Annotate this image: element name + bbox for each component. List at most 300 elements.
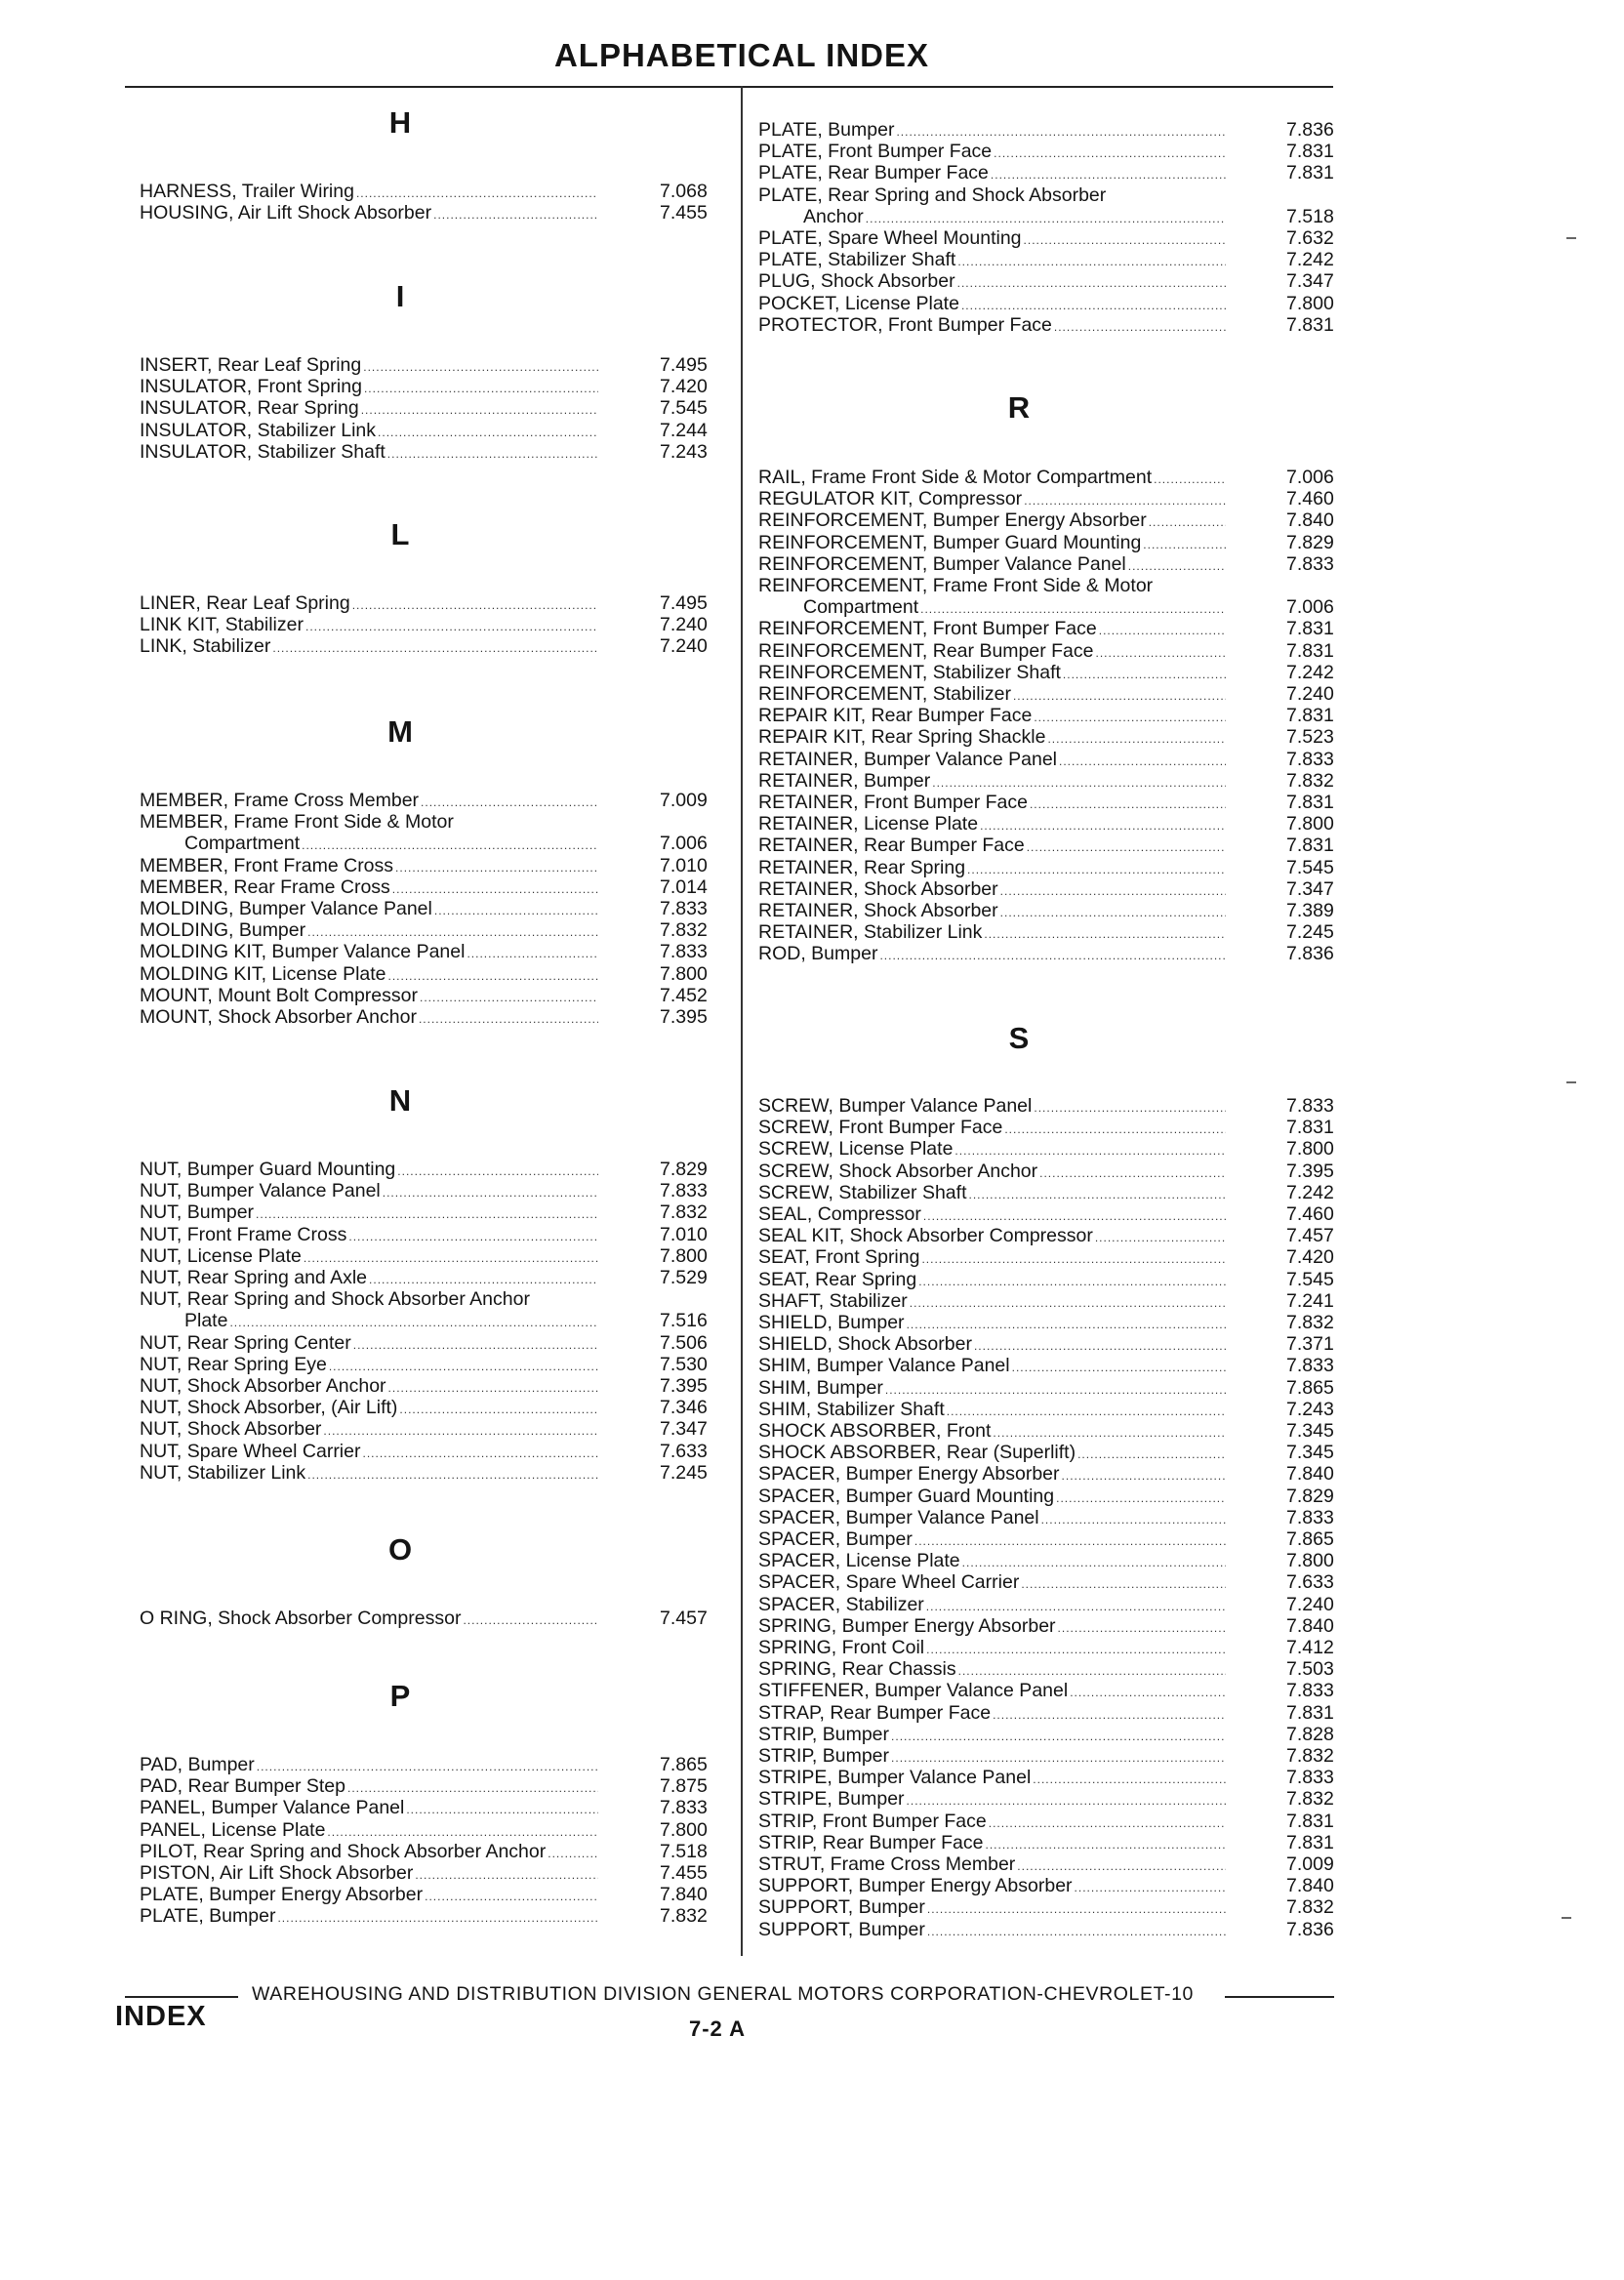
entry-page-ref: 7.010: [660, 1223, 708, 1245]
entry-page-ref: 7.347: [1286, 270, 1334, 293]
index-entry: [758, 835, 1230, 858]
entry-text: INSULATOR, Rear Spring: [140, 397, 359, 420]
dot-leader: [392, 878, 598, 900]
dot-leader: [323, 1420, 598, 1442]
entry-text: REINFORCEMENT, Bumper Energy Absorber: [758, 509, 1147, 532]
entry-text: INSULATOR, Stabilizer Link: [140, 419, 377, 441]
entry-page-ref: 7.840: [1286, 509, 1334, 532]
entry-text: POCKET, License Plate: [758, 292, 959, 314]
entry-page-ref: 7.545: [1286, 1268, 1334, 1290]
section-label: INDEX: [115, 2001, 207, 2032]
entry-page-ref: 7.457: [660, 1608, 708, 1629]
entry-text: PLATE, Bumper: [140, 1905, 276, 1928]
entry-text: PLATE, Front Bumper Face: [758, 141, 993, 163]
entry-text: LINK, Stabilizer: [140, 635, 271, 658]
index-entry: [140, 1267, 602, 1290]
entry-page-ref: 7.865: [1286, 1528, 1334, 1550]
entry-text: RAIL, Frame Front Side & Motor Compartment: [758, 467, 1153, 488]
index-entry: [140, 1754, 602, 1777]
entry-text: PROTECTOR, Front Bumper Face: [758, 313, 1052, 336]
entry-text: SHIM, Bumper: [758, 1376, 883, 1399]
entry-page-ref: 7.420: [1286, 1246, 1334, 1269]
index-entry: [758, 1788, 1230, 1812]
index-entry: [140, 1006, 602, 1030]
dot-leader: [1063, 664, 1226, 685]
entry-page-ref: 7.831: [1286, 639, 1334, 662]
dot-leader: [1017, 1855, 1226, 1877]
entry-text: REINFORCEMENT, Bumper Guard Mounting: [758, 531, 1142, 553]
entry-text: SHIELD, Shock Absorber: [758, 1333, 972, 1356]
index-entry: [140, 592, 602, 616]
index-entry: [758, 1463, 1230, 1486]
index-entry: REINFORCEMENT, Frame Front Side & Motor: [758, 575, 1154, 596]
index-entry: [803, 596, 1230, 620]
index-entry: [140, 876, 602, 900]
entry-page-ref: 7.240: [1286, 683, 1334, 705]
entry-text: SPACER, Bumper Energy Absorber: [758, 1463, 1060, 1486]
entry-page-ref: 7.800: [660, 1818, 708, 1841]
index-entry: [140, 1441, 602, 1464]
entry-text: NUT, Stabilizer Link: [140, 1461, 306, 1484]
entry-text: SPACER, Bumper Guard Mounting: [758, 1485, 1055, 1507]
dot-leader: [1041, 1509, 1226, 1530]
entry-text: REINFORCEMENT, Rear Bumper Face: [758, 639, 1094, 662]
dot-leader: [984, 923, 1226, 945]
dot-leader: [927, 1921, 1226, 1942]
entry-text: SUPPORT, Bumper Energy Absorber: [758, 1875, 1073, 1897]
entry-page-ref: 7.840: [1286, 1875, 1334, 1897]
index-entry: [758, 227, 1230, 251]
entry-text: RETAINER, Bumper: [758, 769, 931, 792]
entry-page-ref: 7.530: [660, 1353, 708, 1375]
index-entry: [140, 1884, 602, 1907]
entry-page-ref: 7.832: [1286, 1312, 1334, 1333]
entry-text: PAD, Rear Bumper Step: [140, 1775, 345, 1798]
index-entry: [758, 1203, 1230, 1227]
entry-page-ref: 7.833: [660, 1180, 708, 1202]
entry-text: PLATE, Bumper Energy Absorber: [140, 1884, 424, 1906]
entry-page-ref: 7.831: [1286, 618, 1334, 640]
entry-text: MOLDING, Bumper Valance Panel: [140, 898, 432, 919]
entry-page-ref: 7.457: [1286, 1225, 1334, 1247]
entry-text: STIFFENER, Bumper Valance Panel: [758, 1680, 1069, 1702]
index-entry: [758, 249, 1230, 272]
entry-text: SEAL KIT, Shock Absorber Compressor: [758, 1225, 1093, 1247]
dot-leader: [921, 1248, 1226, 1270]
index-entry: [758, 1312, 1230, 1335]
entry-text: SEAL, Compressor: [758, 1203, 921, 1225]
entry-page-ref: 7.828: [1286, 1723, 1334, 1745]
entry-page-ref: 7.545: [1286, 856, 1334, 878]
index-entry: [758, 119, 1230, 142]
dot-leader: [1077, 1444, 1226, 1465]
index-entry: [758, 1571, 1230, 1595]
entry-page-ref: 7.833: [660, 941, 708, 963]
entry-text: SHIELD, Bumper: [758, 1312, 905, 1333]
entry-page-ref: 7.832: [1286, 1788, 1334, 1811]
dot-leader: [347, 1777, 598, 1799]
index-entry: [758, 640, 1230, 664]
index-entry: [140, 397, 602, 421]
section-letter: R: [1007, 390, 1031, 425]
entry-text: STRIPE, Bumper: [758, 1788, 905, 1811]
index-entry: [758, 532, 1230, 555]
entry-text: STRIP, Bumper: [758, 1723, 890, 1745]
index-entry: [140, 1245, 602, 1269]
entry-text: SPACER, License Plate: [758, 1550, 960, 1572]
entry-page-ref: 7.833: [660, 1797, 708, 1819]
index-entry: [140, 919, 602, 943]
entry-page-ref: 7.345: [1286, 1442, 1334, 1464]
index-entry: [758, 1658, 1230, 1682]
entry-page-ref: 7.831: [1286, 1810, 1334, 1832]
entry-text: Anchor: [803, 205, 864, 227]
index-entry: [140, 420, 602, 443]
entry-page-ref: 7.452: [660, 984, 708, 1006]
index-entry: [758, 314, 1230, 338]
entry-page-ref: 7.833: [1286, 1095, 1334, 1117]
dot-leader: [1058, 1617, 1226, 1639]
entry-page-ref: 7.800: [1286, 813, 1334, 835]
entry-page-ref: 7.495: [660, 592, 708, 614]
entry-page-ref: 7.833: [1286, 1355, 1334, 1377]
index-entry: [758, 1832, 1230, 1855]
entry-text: NUT, Rear Spring and Axle: [140, 1267, 368, 1288]
dot-leader: [967, 859, 1226, 880]
entry-text: INSERT, Rear Leaf Spring: [140, 354, 362, 376]
dot-leader: [348, 1226, 598, 1247]
entry-text: NUT, Spare Wheel Carrier: [140, 1440, 361, 1462]
dot-leader: [914, 1530, 1226, 1552]
index-entry: [758, 1680, 1230, 1703]
section-letter: I: [395, 279, 405, 313]
index-entry: [758, 683, 1230, 707]
dot-leader: [395, 857, 598, 878]
entry-text: SEAT, Rear Spring: [758, 1268, 917, 1290]
entry-page-ref: 7.346: [660, 1397, 708, 1419]
entry-text: STRIP, Rear Bumper Face: [758, 1831, 984, 1853]
entry-text: REGULATOR KIT, Compressor: [758, 488, 1023, 510]
entry-text: SPACER, Bumper: [758, 1528, 913, 1550]
dot-leader: [421, 792, 598, 813]
dot-leader: [307, 1464, 598, 1486]
entry-page-ref: 7.865: [660, 1754, 708, 1775]
dot-leader: [388, 1377, 598, 1399]
entry-page-ref: 7.006: [1286, 467, 1334, 488]
index-entry: [758, 467, 1230, 490]
index-entry: [803, 206, 1230, 229]
index-entry: [140, 181, 602, 204]
entry-page-ref: 7.371: [1286, 1333, 1334, 1356]
dot-leader: [383, 1182, 598, 1203]
entry-page-ref: 7.832: [660, 1905, 708, 1928]
index-entry: [758, 162, 1230, 185]
index-entry: [140, 441, 602, 465]
entry-page-ref: 7.395: [660, 1006, 708, 1028]
index-entry: [758, 1919, 1230, 1942]
dot-leader: [307, 921, 598, 943]
entry-text: REINFORCEMENT, Front Bumper Face: [758, 618, 1097, 640]
dot-leader: [1039, 1162, 1226, 1184]
entry-page-ref: 7.242: [1286, 661, 1334, 683]
entry-page-ref: 7.829: [1286, 531, 1334, 553]
dot-leader: [256, 1203, 598, 1225]
entry-page-ref: 7.831: [1286, 141, 1334, 163]
entry-text: SHOCK ABSORBER, Rear (Superlift): [758, 1442, 1076, 1464]
dot-leader: [277, 1907, 598, 1929]
entry-text: RETAINER, Shock Absorber: [758, 900, 998, 921]
index-entry: [140, 1418, 602, 1442]
index-entry: [140, 1332, 602, 1356]
entry-text: PANEL, Bumper Valance Panel: [140, 1797, 405, 1819]
entry-page-ref: 7.010: [660, 854, 708, 876]
index-entry: [758, 662, 1230, 685]
index-entry: [758, 293, 1230, 316]
dot-leader: [229, 1312, 598, 1333]
entry-text: Compartment: [184, 833, 301, 855]
dot-leader: [415, 1864, 598, 1886]
index-entry: [758, 1442, 1230, 1465]
entry-text: REPAIR KIT, Rear Bumper Face: [758, 705, 1033, 727]
entry-text: SHIM, Stabilizer Shaft: [758, 1398, 945, 1420]
index-entry: [758, 1160, 1230, 1184]
index-entry: [758, 1420, 1230, 1444]
column-divider: [741, 86, 743, 1956]
dot-leader: [969, 1184, 1227, 1205]
entry-page-ref: 7.831: [1286, 313, 1334, 336]
entry-text: SHIM, Bumper Valance Panel: [758, 1355, 1010, 1377]
index-entry: [758, 1117, 1230, 1140]
page-title: ALPHABETICAL INDEX: [553, 37, 930, 73]
dot-leader: [361, 399, 598, 421]
dot-leader: [467, 943, 598, 964]
entry-page-ref: 7.865: [1286, 1376, 1334, 1399]
index-entry: [758, 553, 1230, 577]
entry-page-ref: 7.833: [1286, 748, 1334, 770]
entry-page-ref: 7.875: [660, 1775, 708, 1798]
index-entry: [758, 943, 1230, 966]
entry-page-ref: 7.833: [1286, 552, 1334, 575]
dot-leader: [272, 637, 598, 659]
entry-page-ref: 7.495: [660, 354, 708, 376]
entry-text: HOUSING, Air Lift Shock Absorber: [140, 202, 432, 224]
entry-page-ref: 7.633: [660, 1440, 708, 1462]
entry-page-ref: 7.833: [1286, 1506, 1334, 1528]
entry-page-ref: 7.831: [1286, 1117, 1334, 1139]
index-entry: [758, 1486, 1230, 1509]
index-entry: [758, 1182, 1230, 1205]
dot-leader: [947, 1401, 1226, 1422]
dot-leader: [991, 164, 1226, 185]
index-entry: [758, 1399, 1230, 1422]
dot-leader: [985, 1834, 1226, 1855]
index-entry: [140, 963, 602, 987]
entry-page-ref: 7.832: [660, 919, 708, 942]
index-entry: [758, 726, 1230, 750]
dot-leader: [974, 1335, 1226, 1357]
entry-page-ref: 7.840: [1286, 1463, 1334, 1486]
index-entry: [140, 1797, 602, 1820]
entry-page-ref: 7.420: [660, 376, 708, 398]
entry-text: STRIP, Front Bumper Face: [758, 1810, 987, 1832]
entry-text: RETAINER, Rear Spring: [758, 856, 966, 878]
dot-leader: [356, 183, 598, 204]
entry-page-ref: 7.455: [660, 1862, 708, 1884]
dot-leader: [352, 594, 598, 616]
entry-page-ref: 7.831: [1286, 1701, 1334, 1724]
entry-text: SCREW, License Plate: [758, 1138, 954, 1160]
index-entry: [140, 1224, 602, 1247]
entry-text: NUT, License Plate: [140, 1244, 302, 1267]
index-entry: [140, 614, 602, 637]
dot-leader: [1054, 316, 1226, 338]
entry-page-ref: 7.833: [660, 898, 708, 919]
dot-leader: [397, 1160, 598, 1182]
entry-text: SPACER, Spare Wheel Carrier: [758, 1571, 1020, 1594]
entry-page-ref: 7.832: [660, 1201, 708, 1224]
entry-page-ref: 7.241: [1286, 1289, 1334, 1312]
entry-page-ref: 7.345: [1286, 1420, 1334, 1442]
dot-leader: [1030, 794, 1226, 815]
footer-rule-right: [1225, 1996, 1334, 1998]
entry-text: SPACER, Stabilizer: [758, 1593, 924, 1615]
dot-leader: [1154, 468, 1226, 490]
entry-page-ref: 7.347: [1286, 877, 1334, 900]
dot-leader: [1034, 1097, 1226, 1119]
dot-leader: [1000, 902, 1226, 923]
entry-page-ref: 7.506: [660, 1331, 708, 1354]
entry-page-ref: 7.243: [660, 440, 708, 463]
entry-page-ref: 7.240: [660, 614, 708, 636]
entry-text: STRUT, Frame Cross Member: [758, 1853, 1016, 1875]
dot-leader: [885, 1379, 1226, 1401]
entry-text: MOUNT, Shock Absorber Anchor: [140, 1006, 417, 1028]
entry-text: Plate: [184, 1310, 228, 1332]
entry-page-ref: 7.545: [660, 397, 708, 420]
section-letter: N: [388, 1083, 412, 1118]
index-entry: [140, 898, 602, 921]
index-entry: [758, 900, 1230, 923]
entry-text: PANEL, License Plate: [140, 1818, 326, 1841]
dot-leader: [362, 1443, 598, 1464]
dot-leader: [419, 1008, 598, 1030]
index-entry: [758, 141, 1230, 164]
dot-leader: [891, 1726, 1226, 1747]
entry-text: SCREW, Front Bumper Face: [758, 1117, 1003, 1139]
index-entry: [140, 1775, 602, 1799]
dot-leader: [433, 204, 598, 225]
index-entry: [758, 1550, 1230, 1573]
index-entry: [140, 1862, 602, 1886]
entry-text: RETAINER, Bumper Valance Panel: [758, 748, 1057, 770]
footer-rule-left: [125, 1996, 238, 1998]
index-entry: [140, 1905, 602, 1929]
dot-leader: [961, 295, 1226, 316]
entry-page-ref: 7.831: [1286, 835, 1334, 857]
entry-text: SUPPORT, Bumper: [758, 1918, 925, 1940]
index-entry: [758, 1767, 1230, 1790]
dot-leader: [420, 987, 598, 1008]
dot-leader: [954, 1140, 1226, 1161]
dot-leader: [926, 1639, 1226, 1660]
entry-page-ref: 7.389: [1286, 900, 1334, 921]
entry-text: REINFORCEMENT, Bumper Valance Panel: [758, 552, 1126, 575]
entry-text: NUT, Rear Spring Eye: [140, 1353, 327, 1375]
entry-text: INSULATOR, Front Spring: [140, 376, 362, 398]
entry-page-ref: 7.006: [1286, 596, 1334, 619]
dot-leader: [1021, 1573, 1226, 1595]
dot-leader: [1062, 1465, 1226, 1486]
index-entry: [140, 1354, 602, 1377]
entry-page-ref: 7.831: [1286, 162, 1334, 184]
index-entry: [184, 833, 602, 856]
dot-leader: [1059, 751, 1226, 772]
index-entry: [140, 354, 602, 378]
dot-leader: [257, 1756, 598, 1777]
dot-leader: [1095, 1227, 1226, 1248]
entry-text: MEMBER, Rear Frame Cross: [140, 875, 390, 898]
entry-page-ref: 7.800: [1286, 292, 1334, 314]
entry-text: SPACER, Bumper Valance Panel: [758, 1506, 1039, 1528]
entry-text: PLATE, Stabilizer Shaft: [758, 249, 956, 271]
entry-text: HARNESS, Trailer Wiring: [140, 181, 354, 202]
section-letter: H: [388, 105, 412, 140]
index-entry: [758, 1507, 1230, 1530]
entry-page-ref: 7.240: [1286, 1593, 1334, 1615]
index-entry: [758, 1637, 1230, 1660]
index-entry: [758, 1745, 1230, 1769]
index-entry: [758, 509, 1230, 533]
index-entry: [140, 1841, 602, 1864]
dot-leader: [1128, 555, 1226, 577]
entry-page-ref: 7.840: [660, 1884, 708, 1906]
index-entry: [140, 1375, 602, 1399]
dot-leader: [378, 422, 598, 443]
index-entry: [758, 1290, 1230, 1314]
dot-leader: [866, 208, 1226, 229]
entry-page-ref: 7.395: [1286, 1160, 1334, 1182]
entry-page-ref: 7.009: [1286, 1853, 1334, 1875]
dot-leader: [926, 1596, 1226, 1617]
entry-page-ref: 7.832: [1286, 1745, 1334, 1767]
index-entry: [758, 488, 1230, 511]
entry-page-ref: 7.009: [660, 790, 708, 811]
entry-text: MOLDING KIT, Bumper Valance Panel: [140, 941, 466, 963]
index-entry: [758, 1138, 1230, 1161]
entry-text: SEAT, Front Spring: [758, 1246, 920, 1269]
dot-leader: [962, 1552, 1226, 1573]
title-rule: [125, 86, 1333, 88]
entry-text: NUT, Shock Absorber Anchor: [140, 1375, 386, 1397]
index-entry: [140, 1608, 602, 1631]
index-entry: [758, 1355, 1230, 1378]
entry-text: PLATE, Rear Bumper Face: [758, 162, 989, 184]
entry-text: Compartment: [803, 596, 919, 619]
entry-text: PLATE, Bumper: [758, 119, 895, 141]
dot-leader: [993, 1422, 1226, 1444]
dot-leader: [1096, 642, 1227, 664]
dot-leader: [1027, 836, 1226, 858]
index-entry: [758, 705, 1230, 728]
dot-leader: [305, 616, 598, 637]
index-entry: [140, 376, 602, 399]
index-entry: [758, 857, 1230, 880]
entry-text: NUT, Shock Absorber: [140, 1418, 322, 1441]
dot-leader: [1013, 685, 1226, 707]
entry-text: REINFORCEMENT, Stabilizer: [758, 683, 1011, 705]
dot-leader: [406, 1799, 598, 1820]
index-entry: [758, 770, 1230, 794]
